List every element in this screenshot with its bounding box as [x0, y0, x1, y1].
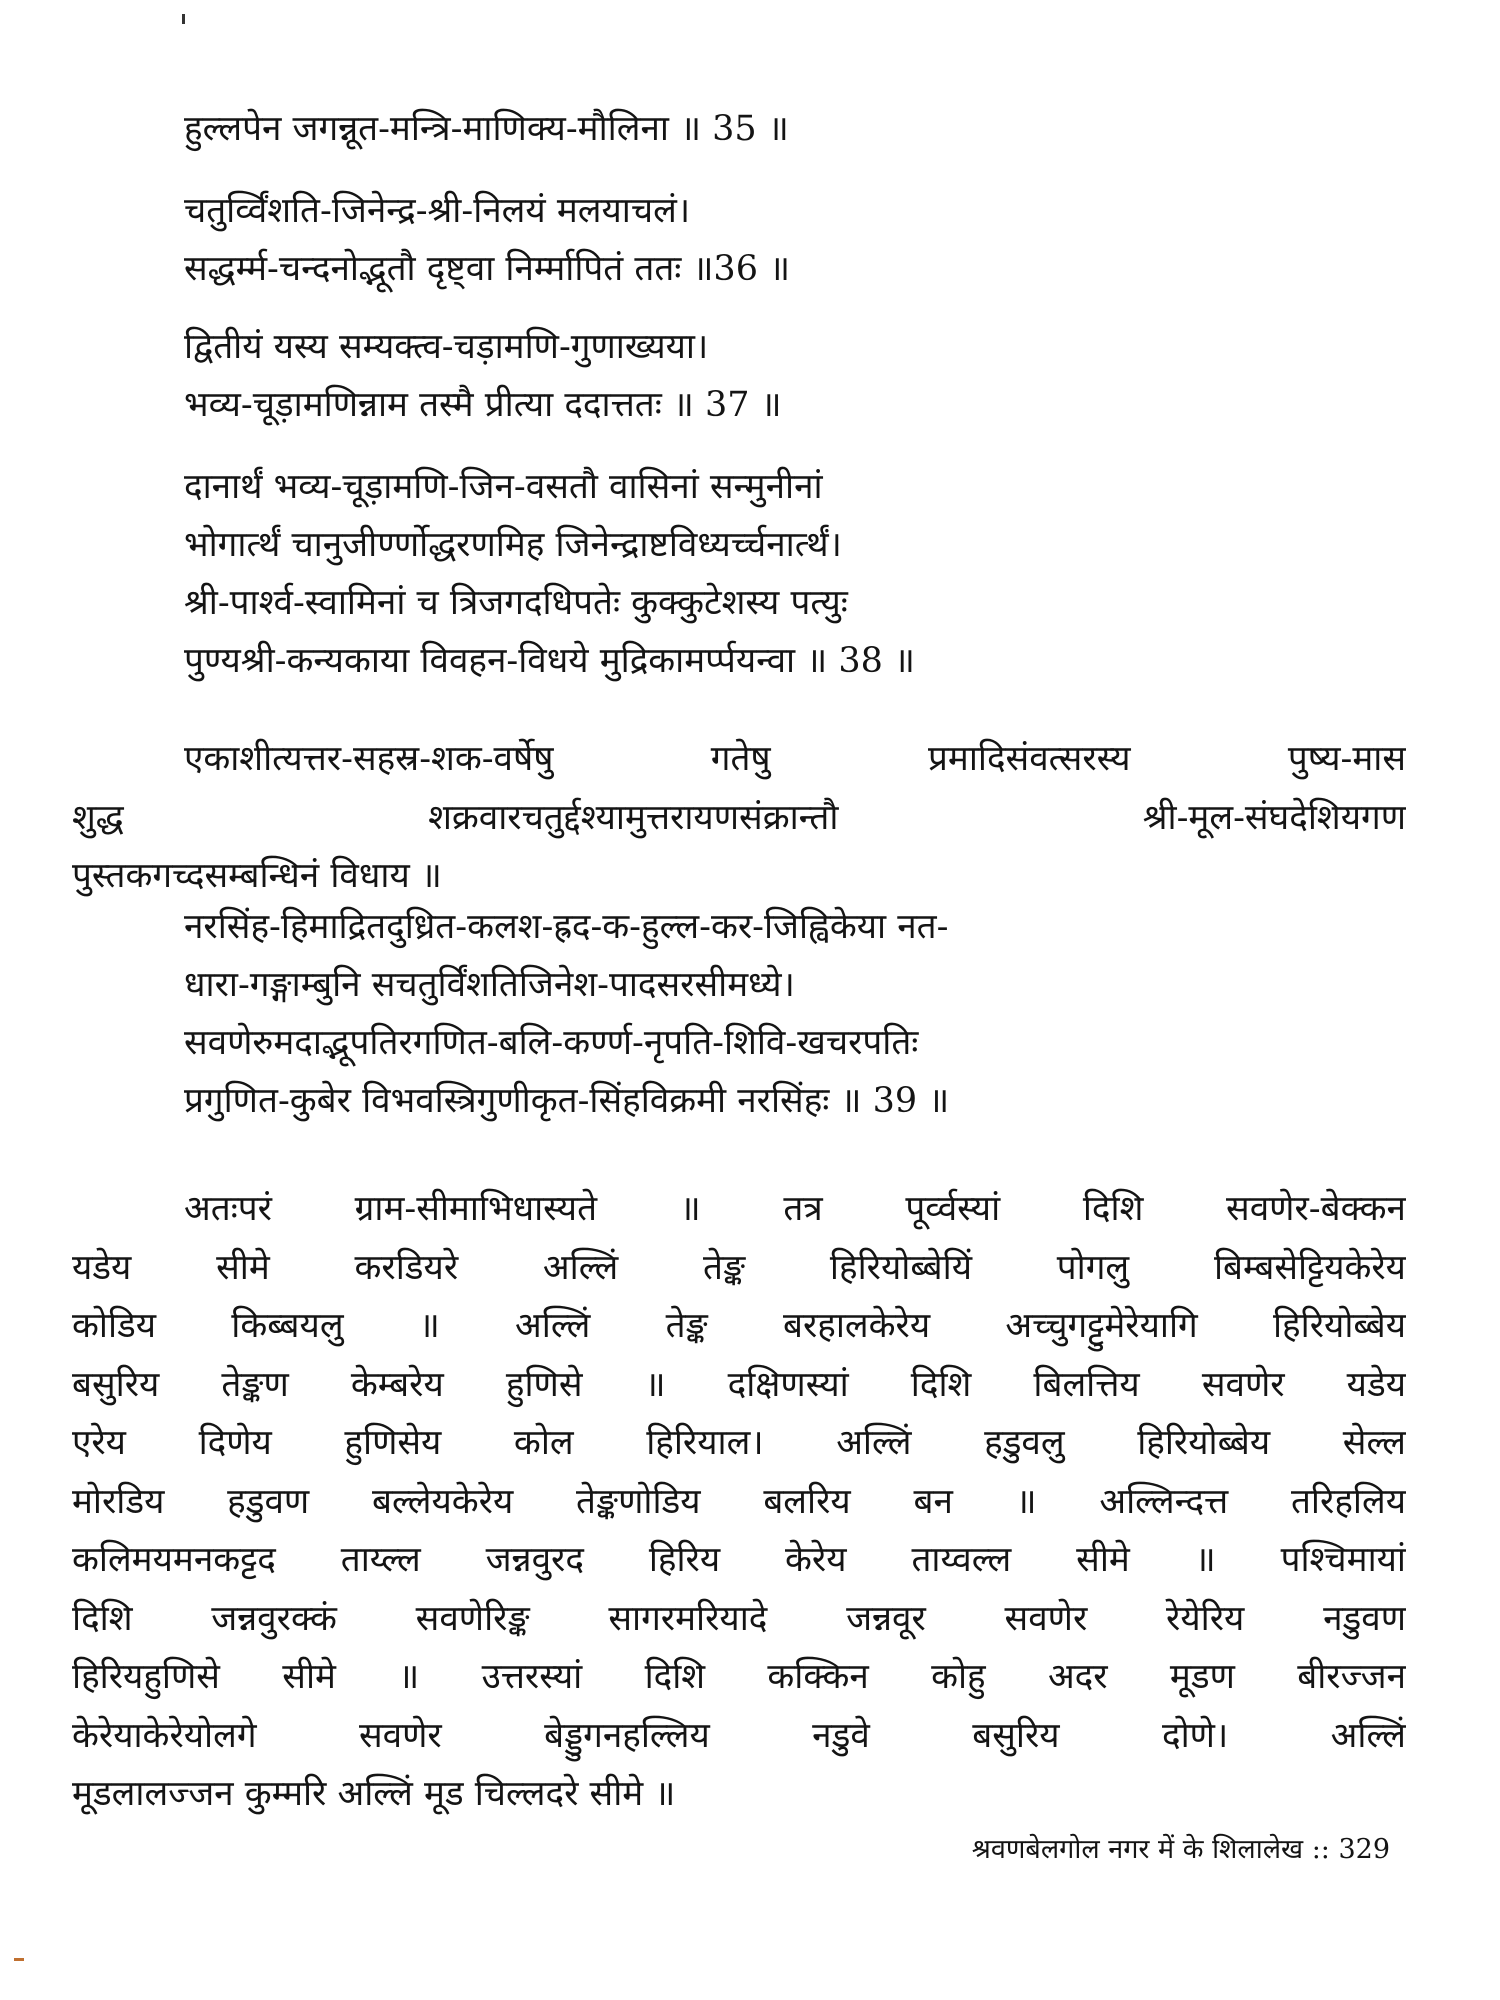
verse-line: सवणेरुमदाद्भूपतिरगणित-बलि-कर्ण्ण-नृपति-शिवि-खचरपतिः: [184, 1023, 919, 1063]
verse-line: चतुर्व्विंशति-जिनेन्द्र-श्री-निलयं मलयाचलं।: [184, 191, 691, 231]
verse-35: [184, 100, 1404, 158]
verse-line: सद्धर्म्म-चन्दनोद्भूतौ दृष्ट्वा निर्म्मापितं ततः ॥36 ॥: [184, 249, 791, 289]
paragraph-line: पुस्तकगच्दसम्बन्धिनं विधाय ॥: [72, 856, 442, 896]
verse-line: श्री-पार्श्व-स्वामिनां च त्रिजगदधिपतेः कुक्कुटेशस्य पत्युः: [184, 583, 848, 623]
scan-mark-top: [182, 14, 185, 24]
verse-line: प्रगुणित-कुबेर विभवस्त्रिगुणीकृत-सिंहविक्रमी नरसिंहः ॥ 39 ॥: [184, 1081, 950, 1121]
verse-line: धारा-गङ्गाम्बुनि सचतुर्विंशतिजिनेश-पादसरसीमध्ये।: [184, 965, 795, 1005]
verse-38: [184, 458, 1404, 690]
verse-line: भव्य-चूड़ामणिन्नाम तस्मै प्रीत्या ददात्ततः ॥ 37 ॥: [184, 385, 782, 425]
verse-line: हुल्लपेन जगन्नूत-मन्त्रि-माणिक्य-मौलिना ॥ 35 ॥: [184, 109, 789, 149]
verse-line: नरसिंह-हिमाद्रितदुध्रित-कलश-ह्रद-क-हुल्ल-कर-जिह्विकेया नत-: [184, 907, 949, 947]
paragraph-line: केरेयाकेरेयोलगे सवणेर बेड्डुगनहल्लिय नडुवे बसुरिय दोणे। अल्लिं: [72, 1715, 1406, 1756]
verse-37: [184, 318, 1404, 434]
prose-paragraph-1: [72, 730, 1406, 906]
verse-line: द्वितीयं यस्य सम्यक्त्व-चड़ामणि-गुणाख्यया।: [184, 327, 709, 367]
paragraph-line: कलिमयमनकट्टद ताय्ल्ल जन्नवुरद हिरिय केरेय ताय्वल्ल सीमे ॥ पश्चिमायां: [72, 1540, 1406, 1580]
scan-mark-bottom: [14, 1958, 24, 1961]
paragraph-line: मोरडिय हडुवण बल्लेयकेरेय तेङ्कणोडिय बलरिय बन ॥ अल्लिन्दत्त तरिहलिय: [72, 1481, 1406, 1522]
verse-line: पुण्यश्री-कन्यकाया विवहन-विधये मुद्रिकामर्प्पयन्वा ॥ 38 ॥: [184, 641, 915, 681]
verse-line: दानार्थं भव्य-चूड़ामणि-जिन-वसतौ वासिनां सन्मुनीनां: [184, 467, 823, 507]
paragraph-line: शुद्ध शक्रवारचतुर्द्दश्यामुत्तरायणसंक्रान्तौ श्री-मूल-संघदेशियगण: [72, 797, 1406, 838]
prose-paragraph-2: [72, 1180, 1406, 1824]
paragraph-line: हिरियहुणिसे सीमे ॥ उत्तरस्यां दिशि कक्किन कोहु अदर मूडण बीरज्जन: [72, 1657, 1406, 1697]
paragraph-line: अतःपरं ग्राम-सीमाभिधास्यते ॥ तत्र पूर्व्वस्यां दिशि सवणेर-बेक्कन: [184, 1189, 1406, 1229]
verse-36: [184, 182, 1404, 298]
paragraph-line: बसुरिय तेङ्कण केम्बरेय हुणिसे ॥ दक्षिणस्यां दिशि बिलत्तिय सवणेर यडेय: [72, 1364, 1406, 1405]
verse-39: [184, 898, 1404, 1130]
verse-line: भोगार्त्थं चानुजीर्ण्णोद्धरणमिह जिनेन्द्राष्टविध्यर्च्चनार्त्थं।: [184, 525, 842, 565]
running-footer: श्रवणबेलगोल नगर में के शिलालेख :: 329: [971, 1834, 1390, 1865]
paragraph-line: मूडलालज्जन कुम्मरि अल्लिं मूड चिल्लदरे सीमे ॥: [72, 1774, 676, 1814]
paragraph-line: एरेय दिणेय हुणिसेय कोल हिरियाल। अल्लिं हडुवलु हिरियोब्बेय सेल्ल: [72, 1423, 1406, 1463]
paragraph-line: कोडिय किब्बयलु ॥ अल्लिं तेङ्क बरहालकेरेय अच्चुगट्टुमेरेयागि हिरियोब्बेय: [72, 1306, 1406, 1346]
paragraph-line: एकाशीत्यत्तर-सहस्र-शक-वर्षेषु गतेषु प्रमादिसंवत्सरस्य पुष्य-मास: [184, 739, 1406, 779]
paragraph-line: यडेय सीमे करडियरे अल्लिं तेङ्क हिरियोब्बेयिं पोगलु बिम्बसेट्टियकेरेय: [72, 1247, 1406, 1288]
paragraph-line: दिशि जन्नवुरक्कं सवणेरिङ्क सागरमरियादे जन्नवूर सवणेर रेयेरिय नडुवण: [72, 1598, 1406, 1639]
